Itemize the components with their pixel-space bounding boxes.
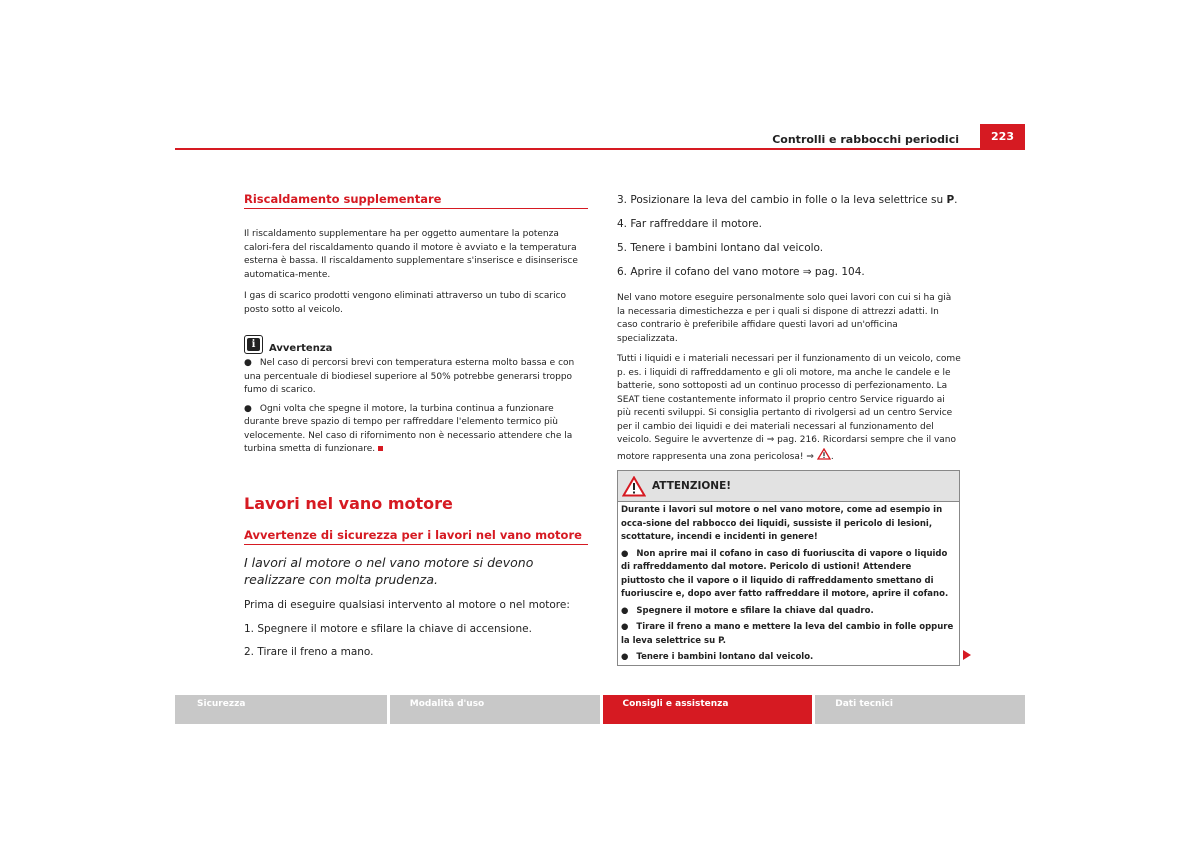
step-1: 1. Spegnere il motore e sfilare la chiave di accensione. <box>244 622 532 635</box>
left-column <box>244 192 588 658</box>
tab-dati-tecnici[interactable]: Dati tecnici <box>815 695 1025 724</box>
step-6: 6. Aprire il cofano del vano motore ⇒ pag. 104. <box>617 266 865 278</box>
step-4: 4. Far raffreddare il motore. <box>617 218 762 230</box>
bullet-icon: ● <box>621 652 629 662</box>
warning-bullet-4: ● Tenere i bambini lontano dal veicolo. <box>621 651 956 665</box>
info-icon: i <box>244 335 263 354</box>
chapter-title: Lavori nel vano motore <box>244 493 453 513</box>
note-bullet-1: ● Nel caso di percorsi brevi con temperatura esterna molto bassa e con una percentuale di biodiesel superiore al 50% potrebbe generarsi troppo fumo di scarico. <box>244 358 575 395</box>
heating-paragraph-2: I gas di scarico prodotti vengono eliminati attraverso un tubo di scarico posto sotto al veicolo. <box>244 291 567 315</box>
note-header <box>244 335 588 354</box>
header-rule <box>175 148 1025 150</box>
bullet-icon: ● <box>244 358 252 368</box>
section-title-safety: Avvertenze di sicurezza per i lavori nel vano motore <box>244 528 588 545</box>
engine-bay-paragraph-1: Nel vano motore eseguire personalmente solo quei lavori con cui si ha già la necessaria dimestichezza e per i quali si dispone di attrezzi adatti. In caso contrario è preferibile affidare questi lavori ad un'officina specializzata. <box>617 293 952 344</box>
warning-bullet-1: ● Non aprire mai il cofano in caso di fuoriuscita di vapore o liquido di raffreddamento dal motore. Pericolo di ustioni! Attendere piuttosto che il vapore o il liquido di raffreddamento smettano di fuoriuscire e, dopo aver fatto raffreddare il motore, aprire il cofano. <box>621 548 949 599</box>
bullet-icon: ● <box>621 605 629 616</box>
note-bullet-2: ● Ogni volta che spegne il motore, la turbina continua a funzionare durante breve spazio di tempo per raffreddare l'elemento termico più velocemente. Nel caso di rifornimento non è necessario attendere che la turbina smetta di funzionare. <box>244 403 573 454</box>
footer-tabs <box>175 695 1025 724</box>
step-3: 3. Posizionare la leva del cambio in folle o la leva selettrice su P. <box>617 194 958 206</box>
warning-triangle-icon <box>817 448 831 460</box>
warning-header <box>618 471 959 502</box>
warning-triangle-icon <box>622 476 646 497</box>
continue-arrow-icon <box>963 650 971 660</box>
warning-body <box>618 502 959 670</box>
tab-sicurezza[interactable]: Sicurezza <box>175 695 387 724</box>
note-title: Avvertenza <box>269 343 333 354</box>
tab-consigli-assistenza[interactable]: Consigli e assistenza <box>603 695 813 724</box>
tab-modalita-uso[interactable]: Modalità d'uso <box>390 695 600 724</box>
end-marker-icon <box>378 446 383 451</box>
bullet-icon: ● <box>244 403 252 414</box>
warning-bullet-3: ● Tirare il freno a mano e mettere la leva del cambio in folle oppure la leva selettrice su P. <box>621 622 954 646</box>
lead-paragraph: I lavori al motore o nel vano motore si devono realizzare con molta prudenza. <box>244 554 534 587</box>
step-2: 2. Tirare il freno a mano. <box>244 645 374 658</box>
section-title-heating: Riscaldamento supplementare <box>244 192 588 209</box>
engine-bay-paragraph-2: Tutti i liquidi e i materiali necessari per il funzionamento di un veicolo, come p. es. i liquidi di raffreddamento e gli oli motore, ma anche le candele e le batterie, sono sottoposti ad un continuo processo di perfezionamento. La SEAT tiene costantemente informato il proprio centro Service riguardo ai più recenti sviluppi. Si consiglia pertanto di rivolgersi ad un centro Service per il cambio dei liquidi e dei materiali necessari al funzionamento del veicolo. Seguire le avvertenze di ⇒ pag. 216. Ricordarsi sempre che il vano motore rappresenta una zona pericolosa! ⇒ . <box>617 354 961 462</box>
running-header: Controlli e rabbocchi periodici <box>772 133 959 146</box>
page-number: 223 <box>980 124 1025 149</box>
step-5: 5. Tenere i bambini lontano dal veicolo. <box>617 242 824 254</box>
intro-paragraph: Prima di eseguire qualsiasi intervento al motore o nel motore: <box>244 598 570 611</box>
right-column <box>617 192 961 464</box>
warning-box <box>617 470 960 666</box>
warning-intro: Durante i lavori sul motore o nel vano motore, come ad esempio in occa-sione del rabbocco dei liquidi, sussiste il pericolo di lesioni, scottature, incendi e incidenti in genere! <box>621 505 943 542</box>
heating-paragraph-1: Il riscaldamento supplementare ha per oggetto aumentare la potenza calori-fera del riscaldamento quando il motore è avviato e la temperatura esterna è bassa. Il riscaldamento supplementare s'inserisce e disinserisce automatica-mente. <box>244 229 578 280</box>
bullet-icon: ● <box>621 548 629 559</box>
bullet-icon: ● <box>621 622 629 632</box>
warning-bullet-2: ● Spegnere il motore e sfilare la chiave dal quadro. <box>621 605 956 619</box>
warning-title: ATTENZIONE! <box>652 480 732 492</box>
